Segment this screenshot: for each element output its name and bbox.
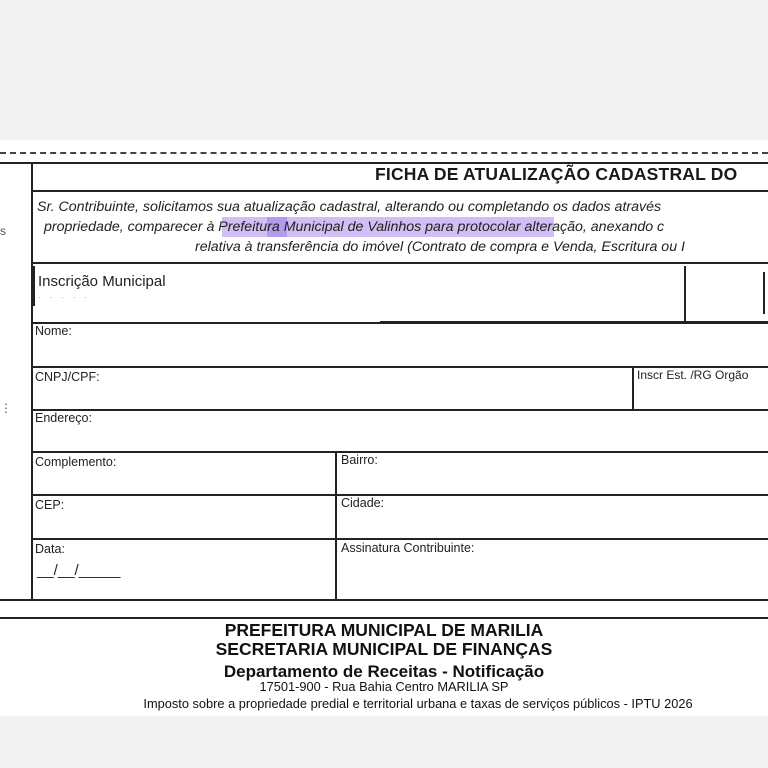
inscricao-value-redacted: · · · · · bbox=[38, 292, 90, 302]
form-title: FICHA DE ATUALIZAÇÃO CADASTRAL DO bbox=[375, 164, 738, 184]
complemento-field[interactable] bbox=[33, 470, 333, 492]
cut-line-dashed bbox=[0, 152, 768, 154]
document-page bbox=[0, 140, 768, 716]
inscricao-divider-2 bbox=[763, 272, 765, 314]
inscricao-divider-1 bbox=[684, 266, 686, 322]
inscr-est-rg-label: Inscr Est. /RG Orgão bbox=[637, 368, 749, 382]
endereco-label: Endereço: bbox=[35, 411, 92, 425]
cep-top-line bbox=[31, 494, 768, 496]
cep-field[interactable] bbox=[33, 512, 333, 536]
stub-fragment-top: s bbox=[0, 224, 6, 238]
inscr-est-rg-field[interactable] bbox=[636, 384, 766, 408]
title-bottom-line bbox=[31, 190, 768, 192]
footer-secretaria: SECRETARIA MUNICIPAL DE FINANÇAS bbox=[215, 639, 553, 659]
footer-tax-description: Imposto sobre a propriedade predial e territorial urbana e taxas de serviços públicos - IPTU 2026 bbox=[143, 696, 693, 711]
nome-field[interactable] bbox=[33, 336, 763, 364]
instruction-line-3: relativa à transferência do imóvel (Contrato de compra e Venda, Escritura ou I bbox=[195, 239, 685, 255]
data-label: Data: bbox=[35, 542, 65, 556]
data-top-line bbox=[31, 538, 768, 540]
nome-label: Nome: bbox=[35, 324, 72, 338]
endereco-top-line bbox=[31, 409, 768, 411]
instruction-line-1: Sr. Contribuinte, solicitamos sua atualização cadastral, alterando ou completando os dados através bbox=[37, 199, 662, 215]
inscricao-label: Inscrição Municipal bbox=[38, 273, 166, 290]
cnpj-divider bbox=[632, 366, 634, 410]
data-field[interactable]: __/__/_____ bbox=[37, 562, 121, 579]
bairro-field[interactable] bbox=[340, 468, 765, 492]
nome-top-line bbox=[31, 322, 768, 324]
assinatura-field[interactable] bbox=[340, 558, 765, 596]
assinatura-label: Assinatura Contribuinte: bbox=[341, 541, 475, 555]
column-divider bbox=[335, 451, 337, 600]
cnpj-cpf-field[interactable] bbox=[33, 384, 628, 408]
footer-prefeitura: PREFEITURA MUNICIPAL DE MARILIA bbox=[224, 620, 544, 640]
cidade-field[interactable] bbox=[340, 512, 765, 536]
cidade-label: Cidade: bbox=[341, 496, 385, 510]
inscricao-left-line bbox=[33, 266, 35, 306]
complemento-label: Complemento: bbox=[35, 455, 117, 469]
footer-departamento: Departamento de Receitas - Notificação bbox=[223, 662, 545, 681]
instruction-line-2: propriedade, comparecer à Prefeitura Municipal de Valinhos para protocolar alteração, anexando c bbox=[44, 219, 665, 235]
instruction-bottom-line bbox=[31, 262, 768, 264]
footer-address: 17501-900 - Rua Bahia Centro MARILIA SP bbox=[259, 679, 509, 694]
footer-top-line bbox=[0, 617, 768, 619]
bairro-label: Bairro: bbox=[341, 453, 378, 467]
stub-fragment-middle: ⋮ bbox=[0, 401, 12, 415]
cnpj-cpf-label: CNPJ/CPF: bbox=[35, 370, 100, 384]
frame-bottom-line bbox=[0, 599, 768, 601]
endereco-field[interactable] bbox=[33, 426, 763, 450]
complemento-top-line bbox=[31, 451, 768, 453]
cep-label: CEP: bbox=[35, 498, 65, 512]
